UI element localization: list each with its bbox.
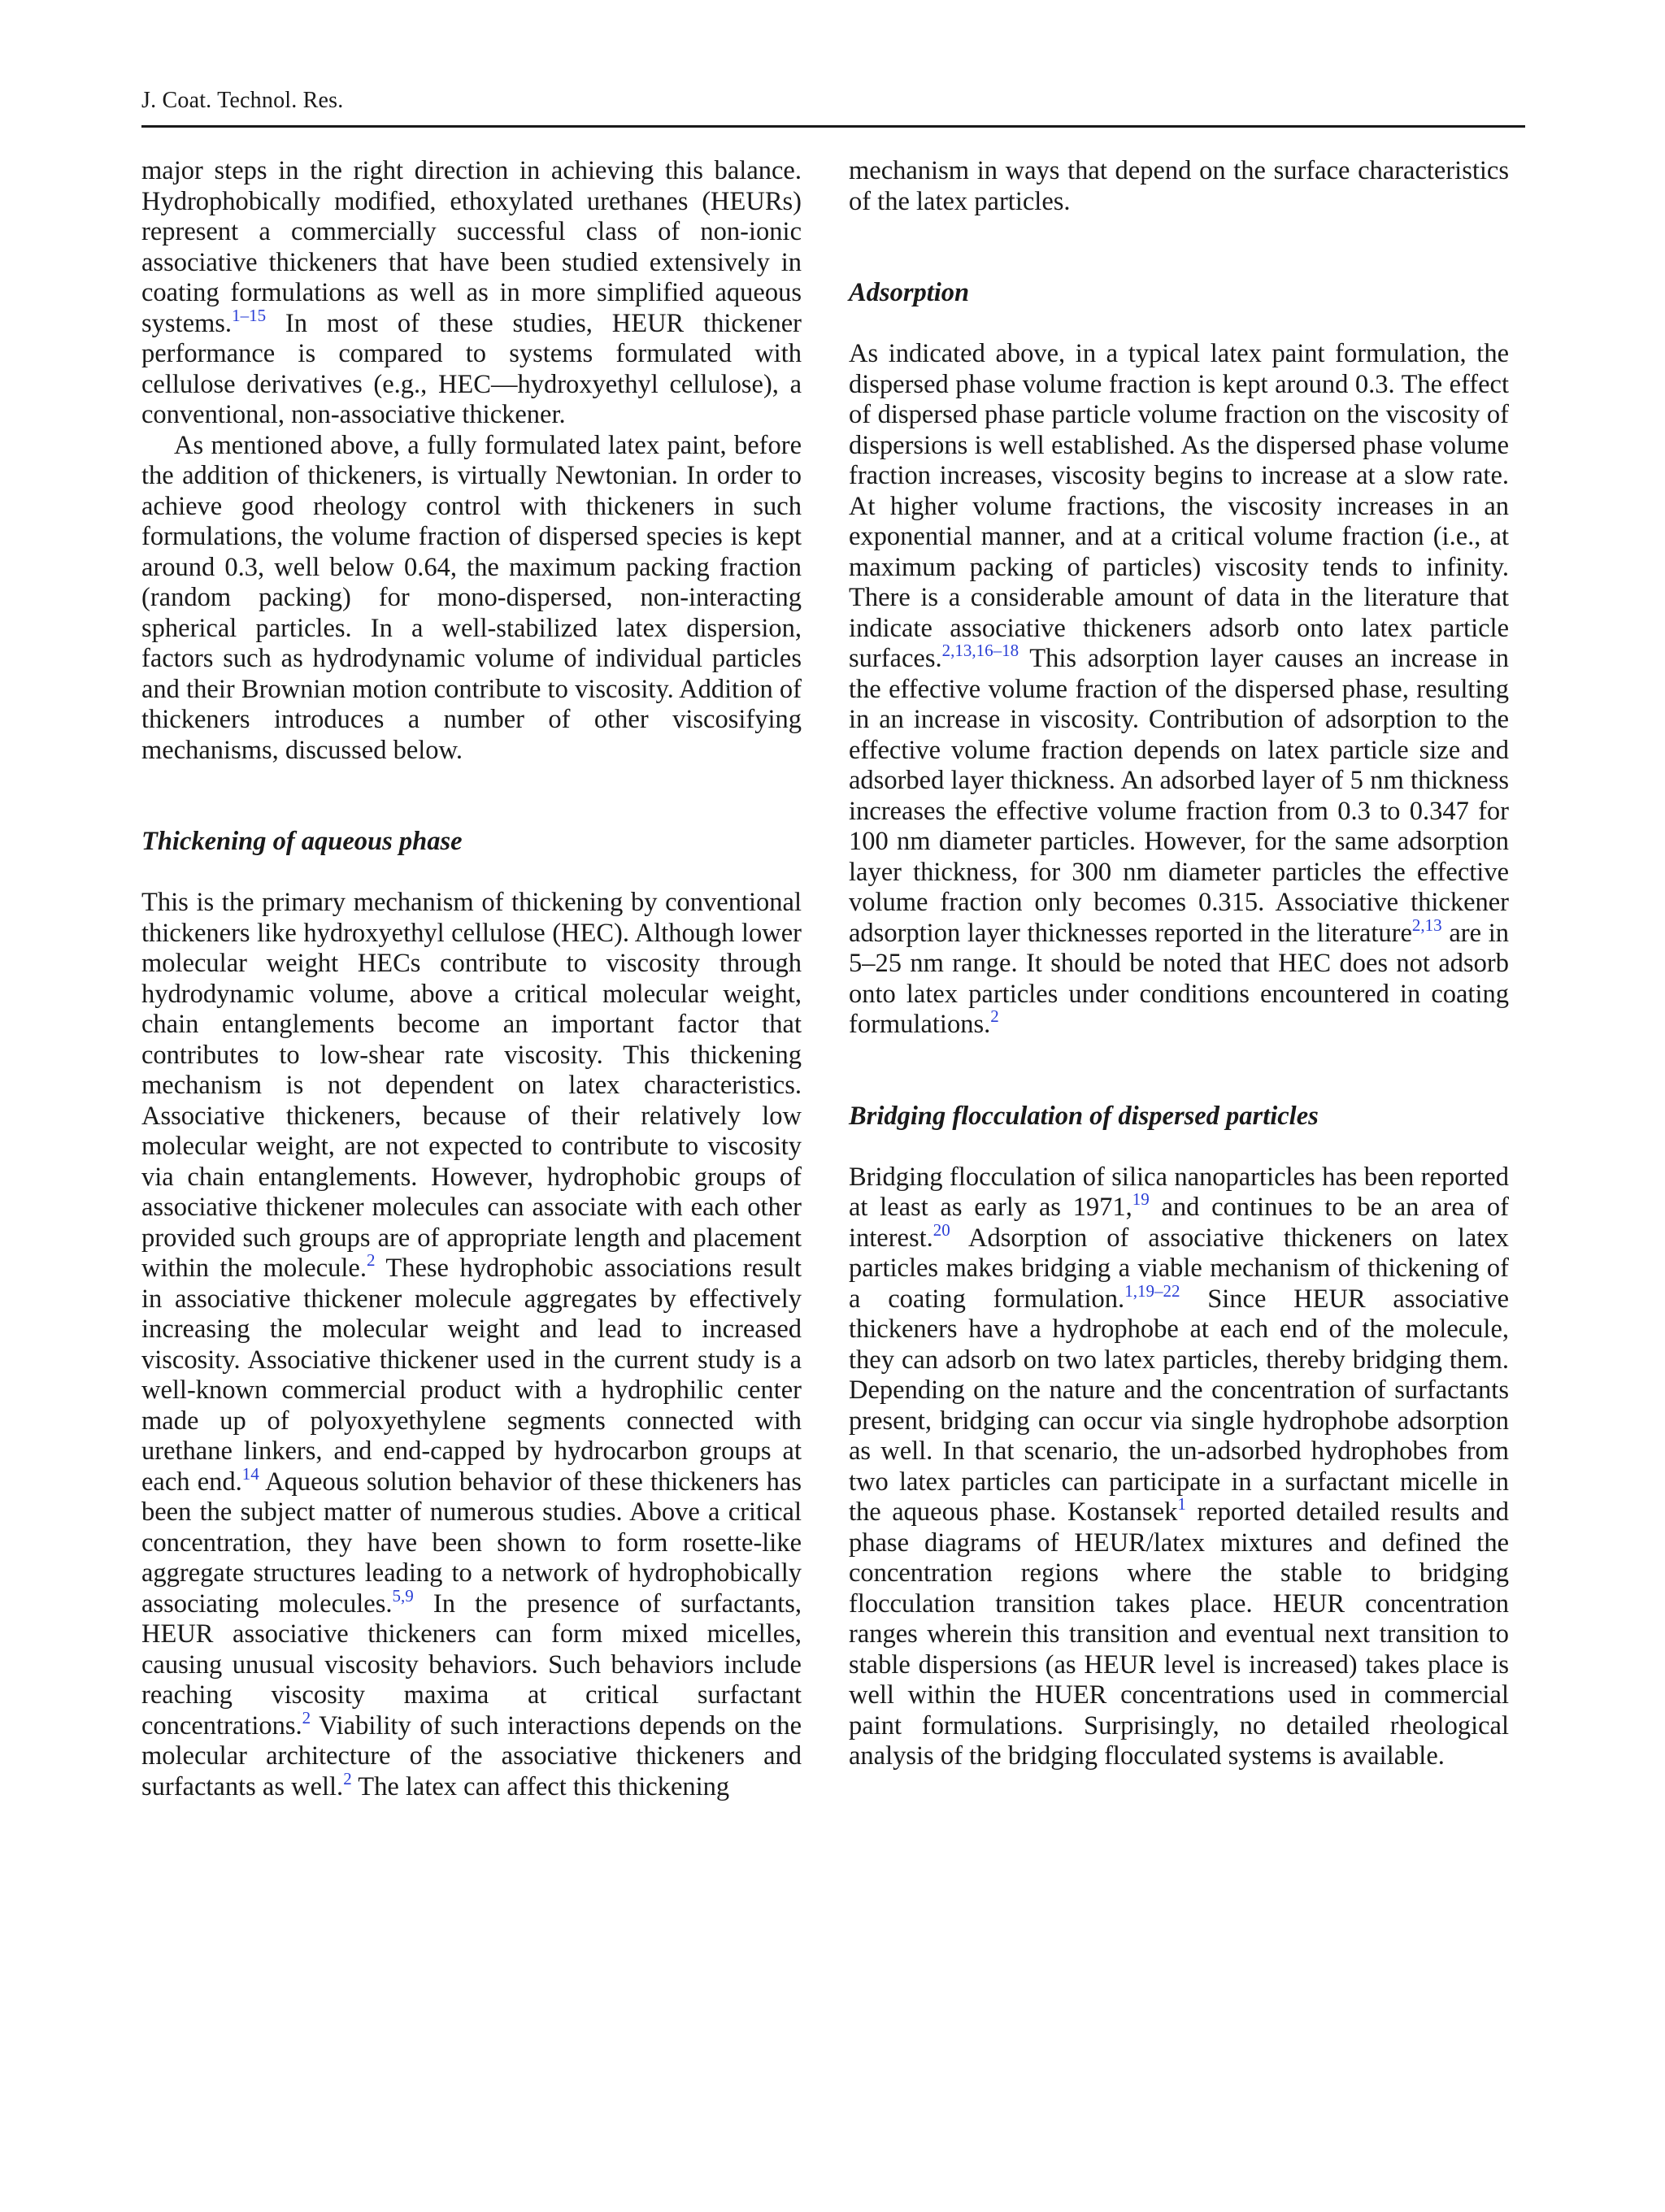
text-run: As indicated above, in a typical latex paint formulation, the dispersed phase volume fraction is kept around 0.3. The effect of dispersed phase particle volume fraction on the viscosity of dispersions is well established. As the dispersed phase volume fraction increases, viscosity begins to increase at a slow rate. At higher volume fractions, the viscosity increases in an exponential manner, and at a critical volume fraction (i.e., at maximum packing of particles) viscosity tends to infinity. There is a considerable amount of data in the literature that indicate associative thickeners adsorb onto latex particle surfaces.: [849, 339, 1509, 673]
spacer: [849, 309, 1509, 340]
text-run: and continues to be an area of interest.: [849, 1193, 1509, 1253]
citation-link[interactable]: 2: [343, 1768, 352, 1788]
text-run: Adsorption of associative thickeners on latex particles makes bridging a viable mechanism of thickening of a coating formulation.: [849, 1223, 1509, 1314]
text-run: These hydrophobic associations result in associative thickener molecule aggregates by effectively increasing the molecular weight and lead to increased viscosity. Associative thickener used in the current study is a well-known commercial product with a hydrophilic center made up of polyoxyethylene segments connected with urethane linkers, and end-capped by hydrocarbon groups at each end.: [141, 1254, 802, 1497]
citation-link[interactable]: 20: [932, 1219, 950, 1240]
citation-link[interactable]: 1–15: [232, 305, 267, 325]
text-run: reported detailed results and phase diagrams of HEUR/latex mixtures and defined the concentration regions where the stable to bridging flocculation transition takes place. HEUR concentration ranges wherein this transition and eventual next transition to stable dispersions (as HEUR level is increased) takes place is well within the HUER concentrations used in commercial paint formulations. Surprisingly, no detailed rheological analysis of the bridging flocculated systems is available.: [849, 1497, 1509, 1771]
citation-link[interactable]: 14: [241, 1463, 259, 1484]
text-run: In most of these studies, HEUR thickener performance is compared to systems formulated with cellulose derivatives (e.g., HEC—hydroxyethyl cellulose), a conventional, non-associative thickener.: [141, 308, 802, 429]
text-run: As mentioned above, a fully formulated latex paint, before the addition of thickeners, is virtually Newtonian. In order to achieve good rheology control with thickeners in such formulations, the volume fraction of dispersed species is kept around 0.3, well below 0.64, the maximum packing fraction (random packing) for mono-dispersed, non-interacting spherical particles. In a well-stabilized latex dispersion, factors such as hydrodynamic volume of individual particles and their Brownian motion contribute to viscosity. Addition of thickeners introduces a number of other viscosifying mechanisms, discussed below.: [141, 430, 802, 765]
spacer: [849, 1041, 1509, 1102]
text-run: The latex can affect this thickening: [351, 1771, 730, 1801]
text-run: Bridging flocculation of silica nanoparticles has been reported at least as early as 1971,: [849, 1162, 1509, 1222]
text-run: In the presence of surfactants, HEUR associative thickeners can form mixed micelles, causing unusual viscosity behaviors. Such behaviors include reaching viscosity maxima at critical surfactant concentrations.: [141, 1588, 802, 1740]
paragraph: [141, 888, 802, 1802]
section-heading: Adsorption: [849, 278, 970, 307]
paragraph: [849, 339, 1509, 1041]
paragraph: [849, 1162, 1509, 1772]
section-heading: Thickening of aqueous phase: [141, 827, 463, 856]
text-run: Aqueous solution behavior of these thickeners has been the subject matter of numerous studies. Above a critical concentration, they have been shown to form rosette-like aggregate structures leading to a network of hydrophobically associating molecules.: [141, 1467, 802, 1619]
text-run: Viability of such interactions depends on the molecular architecture of the associative thickeners and surfactants as well.: [141, 1710, 802, 1801]
citation-link[interactable]: 1,19–22: [1124, 1280, 1180, 1301]
spacer: [141, 858, 802, 889]
text-run: This adsorption layer causes an increase in the effective volume fraction of the dispersed phase, resulting in an increase in viscosity. Contribution of adsorption to the effective volume fraction depends on latex particle size and adsorbed layer thickness. An adsorbed layer of 5 nm thickness increases the effective volume fraction from 0.3 to 0.347 for 100 nm diameter particles. However, for the same adsorption layer thickness, for 300 nm diameter particles the effective volume fraction only becomes 0.315. Associative thickener adsorption layer thicknesses reported in the literature: [849, 644, 1509, 948]
citation-link[interactable]: 2,13: [1411, 915, 1442, 935]
paragraph: [849, 156, 1509, 217]
text-run: major steps in the right direction in achieving this balance. Hydrophobically modified, ethoxylated urethanes (HEURs) represent a commercially successful class of non-ionic associative thickeners that have been studied extensively in coating formulations as well as in more simplified aqueous systems.: [141, 156, 802, 338]
spacer: [141, 766, 802, 827]
spacer: [849, 217, 1509, 278]
text-run: are in 5–25 nm range. It should be noted that HEC does not adsorb onto latex particles under conditions encountered in coating formulations.: [849, 918, 1509, 1039]
left-column: [141, 156, 802, 1802]
spacer: [849, 1132, 1509, 1162]
citation-link[interactable]: 2: [302, 1707, 311, 1727]
citation-link[interactable]: 1: [1177, 1494, 1186, 1515]
paragraph: [141, 431, 802, 767]
citation-link[interactable]: 2: [990, 1006, 999, 1027]
section-heading: Bridging flocculation of dispersed particles: [849, 1101, 1319, 1131]
citation-link[interactable]: 2,13,16–18: [941, 641, 1019, 661]
citation-link[interactable]: 19: [1132, 1189, 1150, 1210]
text-run: mechanism in ways that depend on the surface characteristics of the latex particles.: [849, 156, 1509, 216]
header-rule: [141, 125, 1525, 128]
citation-link[interactable]: 2: [366, 1250, 376, 1271]
text-run: This is the primary mechanism of thickening by conventional thickeners like hydroxyethyl cellulose (HEC). Although lower molecular weight HECs contribute to viscosity through hydrodynamic volume, above a critical molecular weight, chain entanglements become an important factor that contributes to low-shear rate viscosity. This thickening mechanism is not dependent on latex characteristics. Associative thickeners, because of their relatively low molecular weight, are not expected to contribute to viscosity via chain entanglements. However, hydrophobic groups of associative thickener molecules can associate with each other provided such groups are of appropriate length and placement within the molecule.: [141, 888, 802, 1283]
paragraph: [141, 156, 802, 431]
running-header: J. Coat. Technol. Res.: [141, 88, 344, 113]
citation-link[interactable]: 5,9: [392, 1585, 414, 1606]
text-run: Since HEUR associative thickeners have a hydrophobe at each end of the molecule, they can adsorb on two latex particles, thereby bridging them. Depending on the nature and the concentration of surfactants present, bridging can occur via single hydrophobe adsorption as well. In that scenario, the un-adsorbed hydrophobes from two latex particles can participate in a surfactant micelle in the aqueous phase. Kostansek: [849, 1284, 1509, 1527]
right-column: [849, 156, 1509, 1772]
